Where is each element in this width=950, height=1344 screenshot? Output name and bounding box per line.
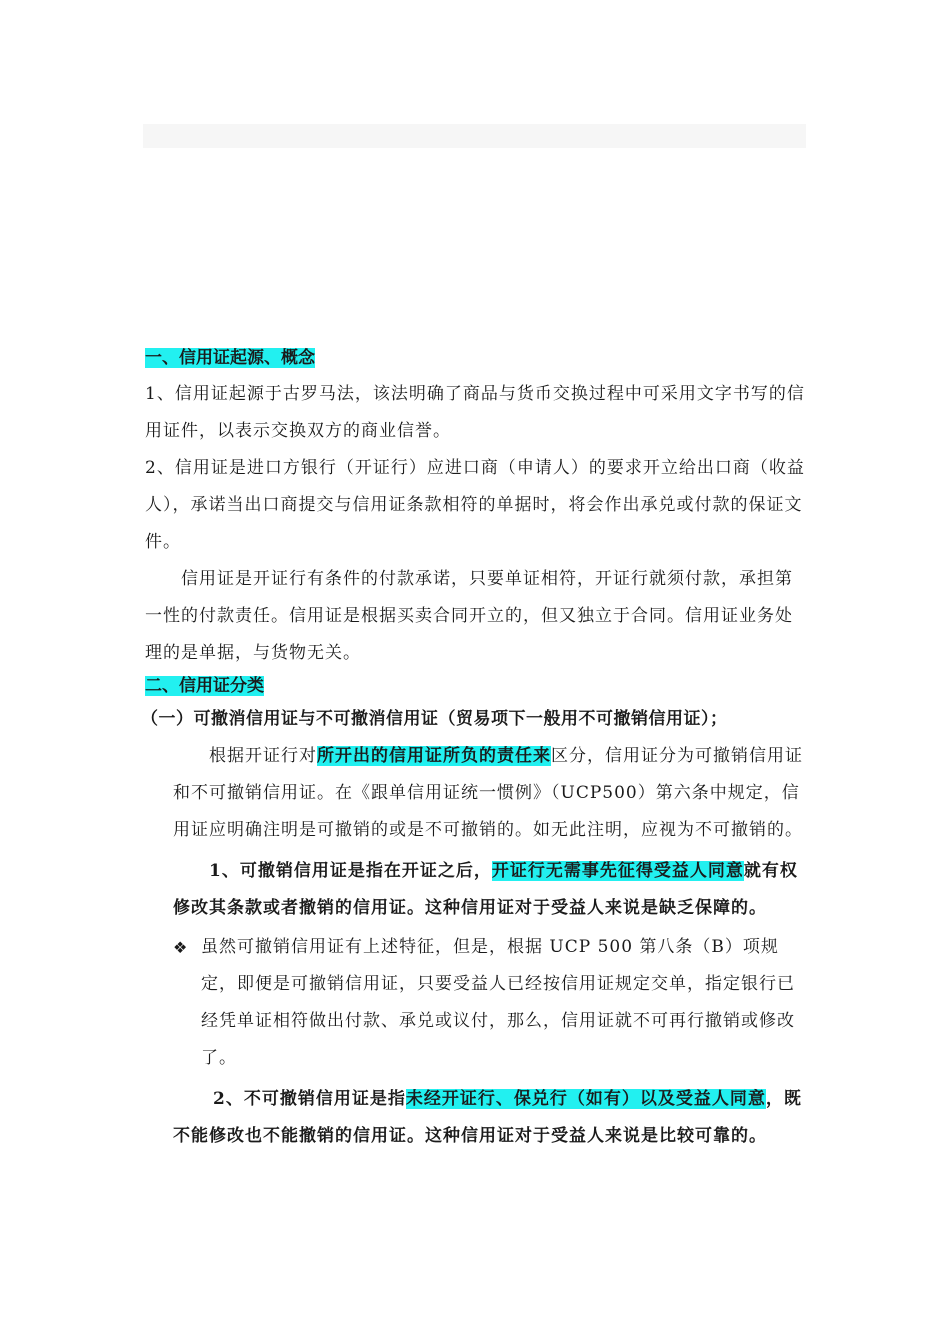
section2-p1-post: 区分，信用证分为可撤销信用证和不可撤销信用证。在《跟单信用证统一惯例》（UCP500）第六条中规定，信用证应明确注明是可撤销的或是不可撤销的。如无此注明，应视为不可撤销的。: [173, 746, 803, 840]
document-body: [141, 344, 807, 1155]
section2-p2-highlight: 开证行无需事先征得受益人同意: [491, 861, 744, 881]
section2-bullet: [173, 929, 807, 1077]
section2-bullet-text: 虽然可撤销信用证有上述特征，但是，根据 UCP 500 第八条（B）项规定，即便是可撤销信用证，只要受益人已经按信用证规定交单，指定银行已经凭单证相符做出付款、承兑或议付，那么，信用证就不可再行撤销或修改了。: [201, 937, 795, 1068]
section2-subheading: （一）可撤消信用证与不可撤消信用证（贸易项下一般用不可撤销信用证）；: [141, 709, 728, 729]
section1-paragraph-2: 2、信用证是进口方银行（开证行）应进口商（申请人）的要求开立给出口商（收益人），承诺当出口商提交与信用证条款相符的单据时，将会作出承兑或付款的保证文件。: [145, 458, 805, 552]
section2-paragraph-1: [173, 738, 807, 849]
section2-p3-pre: 2、不可撤销信用证是指: [213, 1089, 406, 1109]
section2-paragraph-3: [173, 1081, 807, 1155]
section2-p1-highlight: 所开出的信用证所负的责任来: [317, 746, 551, 766]
header-strip: [143, 124, 806, 148]
section2-heading: [145, 672, 807, 700]
section1-paragraph-3: 信用证是开证行有条件的付款承诺，只要单证相符，开证行就须付款，承担第一性的付款责任。信用证是根据买卖合同开立的，但又独立于合同。信用证业务处理的是单据，与货物无关。: [145, 569, 793, 663]
diamond-bullet-icon: ❖: [173, 938, 189, 957]
section2-heading-text: 二、信用证分类: [145, 676, 264, 696]
section2-p2-pre: 1、可撤销信用证是指在开证之后，: [209, 861, 492, 881]
section1-heading-text: 一、信用证起源、概念: [145, 348, 315, 368]
section2-p1-pre: 根据开证行对: [209, 746, 317, 766]
section2-paragraph-2: [173, 853, 807, 927]
section2-p2-post: 就有权修改其条款或者撤销的信用证。这种信用证对于受益人来说是缺乏保障的。: [173, 861, 798, 918]
section1-paragraph-1: 1、信用证起源于古罗马法，该法明确了商品与货币交换过程中可采用文字书写的信用证件，以表示交换双方的商业信誉。: [145, 384, 805, 441]
section2-p3-post: ，既不能修改也不能撤销的信用证。这种信用证对于受益人来说是比较可靠的。: [173, 1089, 802, 1146]
section2-p3-highlight: 未经开证行、保兑行（如有）以及受益人同意: [405, 1089, 766, 1109]
section1-heading: [145, 344, 807, 372]
